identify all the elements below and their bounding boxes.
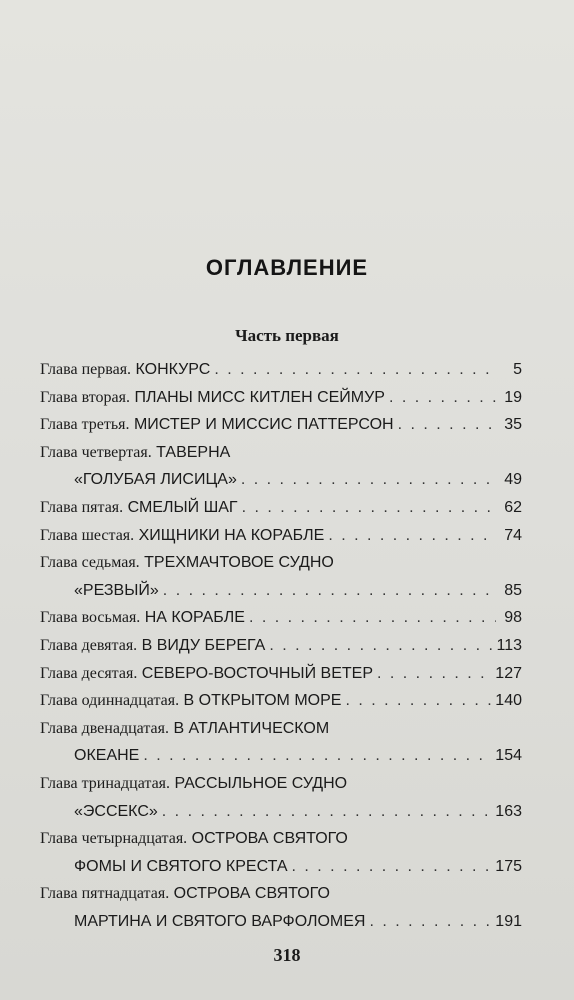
leader-dots bbox=[249, 604, 496, 632]
chapter-label: Глава вторая. bbox=[40, 388, 130, 406]
toc-entry-line bbox=[40, 660, 522, 688]
toc-page-number: 113 bbox=[496, 636, 522, 654]
toc-page-number: 5 bbox=[513, 361, 522, 378]
toc-page-number: 127 bbox=[495, 664, 522, 682]
chapter-title-continuation: «РЕЗВЫЙ» bbox=[74, 581, 159, 599]
leader-dots bbox=[214, 356, 496, 384]
toc-entry-line bbox=[40, 356, 522, 384]
toc-page-number: 35 bbox=[504, 416, 522, 434]
chapter-title-continuation: «ЭССЕКС» bbox=[74, 802, 158, 820]
toc-entry bbox=[40, 522, 522, 550]
toc-page-number: 98 bbox=[504, 609, 522, 627]
chapter-title-continuation: МАРТИНА И СВЯТОГО ВАРФОЛОМЕЯ bbox=[74, 912, 366, 930]
leader-dots bbox=[269, 632, 492, 660]
toc-entry-line bbox=[40, 687, 522, 715]
toc-entry bbox=[40, 384, 522, 412]
toc-entry-continuation bbox=[40, 742, 522, 770]
leader-dots bbox=[389, 384, 496, 412]
chapter-title: СМЕЛЫЙ ШАГ bbox=[127, 498, 238, 516]
toc-entry-continuation bbox=[40, 853, 522, 881]
part-title: Часть первая bbox=[235, 326, 339, 345]
leader-dots bbox=[345, 687, 491, 715]
toc-entry-continuation bbox=[40, 798, 522, 826]
toc-entry-line bbox=[40, 715, 522, 743]
leader-dots bbox=[377, 660, 491, 688]
chapter-label: Глава десятая. bbox=[40, 664, 138, 682]
leader-dots bbox=[292, 853, 492, 881]
leader-dots bbox=[398, 411, 496, 439]
chapter-label: Глава тринадцатая. bbox=[40, 774, 171, 792]
toc-page-number: 74 bbox=[504, 526, 522, 544]
toc-entry bbox=[40, 632, 522, 660]
toc-entry bbox=[40, 604, 522, 632]
chapter-title: В АТЛАНТИЧЕСКОМ bbox=[173, 719, 330, 737]
toc-entry bbox=[40, 356, 522, 384]
chapter-label: Глава седьмая. bbox=[40, 554, 140, 572]
toc-page-number: 140 bbox=[495, 692, 522, 710]
toc-heading: ОГЛАВЛЕНИЕ bbox=[205, 255, 369, 280]
toc-entry bbox=[40, 549, 522, 604]
leader-dots bbox=[328, 522, 496, 550]
chapter-title-continuation: ФОМЫ И СВЯТОГО КРЕСТА bbox=[74, 857, 288, 875]
toc-entry-line bbox=[40, 549, 522, 577]
toc-page-number: 19 bbox=[504, 388, 522, 406]
chapter-title: В ОТКРЫТОМ МОРЕ bbox=[183, 692, 342, 710]
page-number: 318 bbox=[273, 945, 301, 965]
chapter-label: Глава одиннадцатая. bbox=[40, 692, 180, 710]
toc-entry bbox=[40, 687, 522, 715]
leader-dots bbox=[241, 466, 496, 494]
toc-entry-line bbox=[40, 825, 522, 853]
bleed-through-text-top bbox=[40, 30, 554, 290]
leader-dots bbox=[163, 577, 496, 605]
toc-entry bbox=[40, 439, 522, 494]
chapter-label: Глава двенадцатая. bbox=[40, 719, 169, 737]
chapter-label: Глава пятнадцатая. bbox=[40, 885, 170, 903]
chapter-label: Глава шестая. bbox=[40, 526, 135, 544]
toc-entry-line bbox=[40, 384, 522, 412]
toc-entry bbox=[40, 411, 522, 439]
toc-entry-line bbox=[40, 522, 522, 550]
chapter-label: Глава пятая. bbox=[40, 498, 124, 516]
toc-entry-line bbox=[40, 770, 522, 798]
chapter-title: НА КОРАБЛЕ bbox=[144, 609, 245, 627]
chapter-title-continuation: ОКЕАНЕ bbox=[74, 747, 140, 765]
toc-entry-line bbox=[40, 494, 522, 522]
toc-page-number: 163 bbox=[495, 802, 522, 820]
chapter-label: Глава восьмая. bbox=[40, 609, 141, 627]
chapter-title: КОНКУРС bbox=[135, 361, 211, 378]
chapter-title: ОСТРОВА СВЯТОГО bbox=[173, 885, 330, 903]
chapter-label: Глава первая. bbox=[40, 361, 132, 378]
chapter-title: ПЛАНЫ МИСС КИТЛЕН СЕЙМУР bbox=[134, 388, 385, 406]
toc-entry-line bbox=[40, 439, 522, 467]
chapter-title: ХИЩНИКИ НА КОРАБЛЕ bbox=[138, 526, 325, 544]
leader-dots bbox=[143, 742, 491, 770]
toc-page-number: 85 bbox=[504, 581, 522, 599]
chapter-title: МИСТЕР И МИССИС ПАТТЕРСОН bbox=[133, 416, 394, 434]
toc-page-number: 154 bbox=[495, 747, 522, 765]
leader-dots bbox=[369, 908, 491, 936]
toc-page-number: 49 bbox=[504, 471, 522, 489]
toc-entry-line bbox=[40, 411, 522, 439]
toc-entry bbox=[40, 770, 522, 825]
toc-entry-line bbox=[40, 632, 522, 660]
toc-page-number: 175 bbox=[495, 857, 522, 875]
toc-entry bbox=[40, 494, 522, 522]
chapter-label: Глава четырнадцатая. bbox=[40, 830, 188, 848]
toc-entry-line bbox=[40, 880, 522, 908]
leader-dots bbox=[242, 494, 496, 522]
toc-page-number: 191 bbox=[495, 912, 522, 930]
toc-entry bbox=[40, 825, 522, 880]
chapter-title: ТРЕХМАЧТОВОЕ СУДНО bbox=[144, 554, 334, 572]
chapter-title: ТАВЕРНА bbox=[156, 443, 231, 461]
toc-entry bbox=[40, 880, 522, 935]
chapter-title: СЕВЕРО-ВОСТОЧНЫЙ ВЕТЕР bbox=[141, 664, 373, 682]
chapter-label: Глава четвертая. bbox=[40, 443, 152, 461]
toc-entry-continuation bbox=[40, 466, 522, 494]
chapter-title: ОСТРОВА СВЯТОГО bbox=[191, 830, 348, 848]
chapter-title: В ВИДУ БЕРЕГА bbox=[141, 636, 266, 654]
toc-entry bbox=[40, 660, 522, 688]
toc-page-number: 62 bbox=[504, 498, 522, 516]
leader-dots bbox=[162, 798, 492, 826]
chapter-label: Глава третья. bbox=[40, 416, 130, 434]
toc-entry-continuation bbox=[40, 908, 522, 936]
toc-entry-line bbox=[40, 604, 522, 632]
chapter-title-continuation: «ГОЛУБАЯ ЛИСИЦА» bbox=[74, 471, 237, 489]
chapter-label: Глава девятая. bbox=[40, 636, 138, 654]
toc-entry-continuation bbox=[40, 577, 522, 605]
table-of-contents bbox=[40, 356, 522, 935]
chapter-title: РАССЫЛЬНОЕ СУДНО bbox=[174, 774, 348, 792]
toc-entry bbox=[40, 715, 522, 770]
